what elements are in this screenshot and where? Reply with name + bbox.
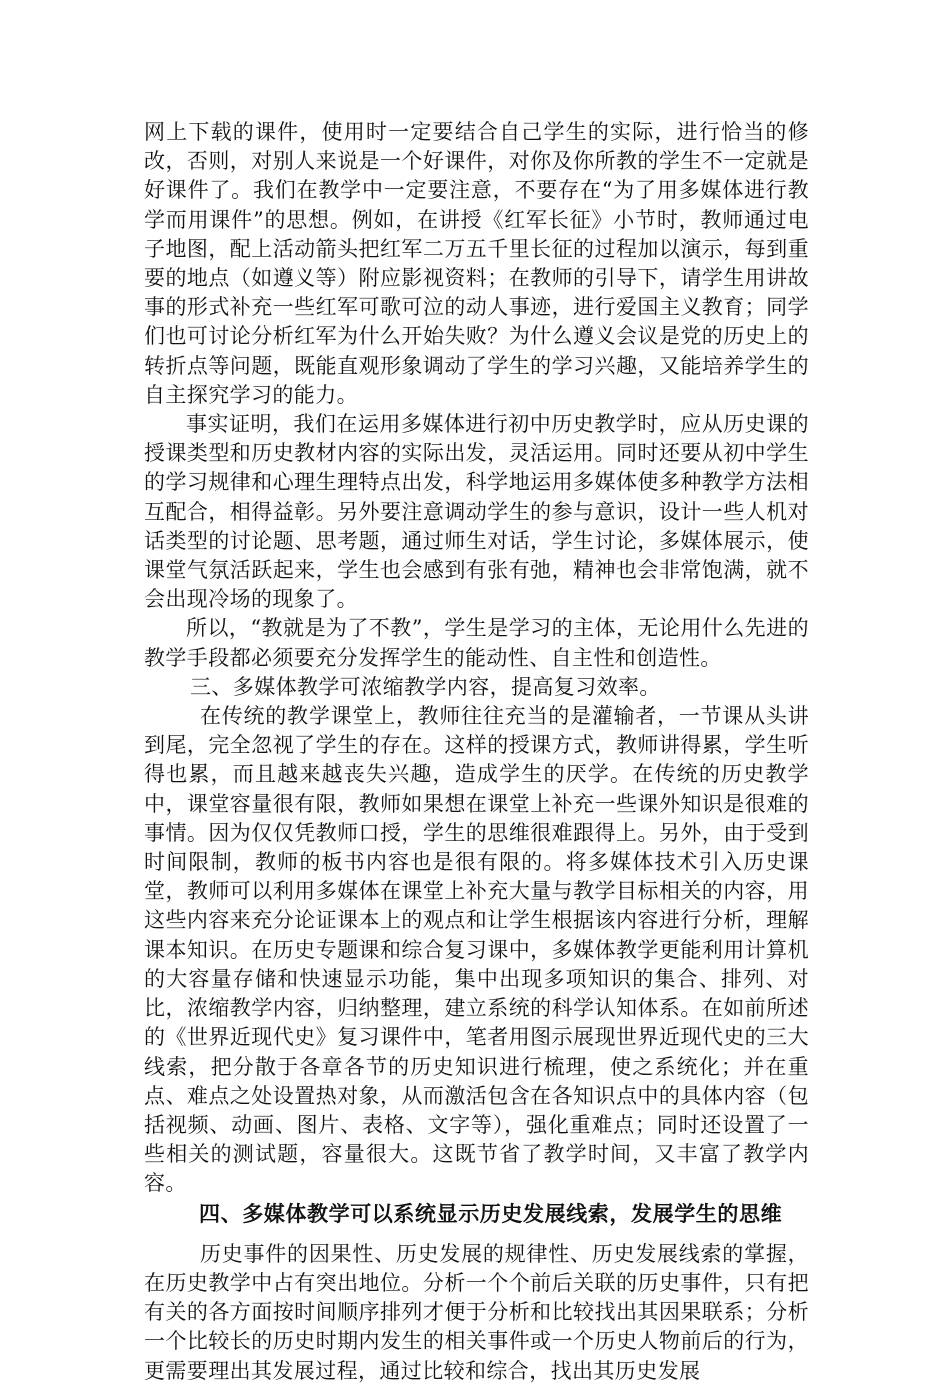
- paragraph-teach-to-not-teach: 所以，“教就是为了不教”，学生是学习的主体，无论用什么先进的教学手段都必须要充分发挥学生的能动性、自主性和创造性。: [144, 616, 809, 670]
- paragraph-historical-causality: 历史事件的因果性、历史发展的规律性、历史发展线索的掌握，在历史教学中占有突出地位。分析一个个前后关联的历史事件，只有把有关的各方面按时间顺序排列才便于分析和比较找出其因果联系；分析一个比较长的历史时期内发生的相关事件或一个历史人物前后的行为，更需要理出其发展过程，通过比较和综合，找出其历史发展: [144, 1241, 809, 1383]
- heading-spacing: [144, 1228, 809, 1240]
- paragraph-course-adaptation: 网上下载的课件，使用时一定要结合自己学生的实际，进行恰当的修改，否则，对别人来说是一个好课件，对你及你所教的学生不一定就是好课件了。我们在教学中一定要注意，不要存在“为了用多媒体进行教学而用课件”的思想。例如，在讲授《红军长征》小节时，教师通过电子地图，配上活动箭头把红军二万五千里长征的过程加以演示，每到重要的地点（如遵义等）附应影视资料；在教师的引导下，请学生用讲故事的形式补充一些红军可歌可泣的动人事迹，进行爱国主义教育；同学们也可讨论分析红军为什么开始失败？为什么遵义会议是党的历史上的转折点等问题，既能直观形象调动了学生的学习兴趣，又能培养学生的自主探究学习的能力。: [144, 120, 809, 407]
- section-heading-4: 四、多媒体教学可以系统显示历史发展线索，发展学生的思维: [199, 1200, 783, 1226]
- paragraph-traditional-classroom: 在传统的教学课堂上，教师往往充当的是灌输者，一节课从头讲到尾，完全忽视了学生的存在。这样的授课方式，教师讲得累，学生听得也累，而且越来越丧失兴趣，造成学生的厌学。在传统的历史教学中，课堂容量很有限，教师如果想在课堂上补充一些课外知识是很难的事情。因为仅仅凭教师口授，学生的思维很难跟得上。另外，由于受到时间限制，教师的板书内容也是很有限的。将多媒体技术引入历史课堂，教师可以利用多媒体在课堂上补充大量与教学目标相关的内容，用这些内容来充分论证课本上的观点和让学生根据该内容进行分析，理解课本知识。在历史专题课和综合复习课中，多媒体教学更能利用计算机的大容量存储和快速显示功能，集中出现多项知识的集合、排列、对比，浓缩教学内容，归纳整理，建立系统的科学认知体系。在如前所述的《世界近现代史》复习课件中，笔者用图示展现世界近现代史的三大线索，把分散于各章各节的历史知识进行梳理，使之系统化；并在重点、难点之处设置热对象，从而激活包含在各知识点中的具体内容（包括视频、动画、图片、表格、文字等），强化重难点；同时还设置了一些相关的测试题，容量很大。这既节省了教学时间，又丰富了教学内容。: [144, 704, 809, 1196]
- section-heading-3: 三、多媒体教学可浓缩教学内容，提高复习效率。: [190, 674, 661, 699]
- document-page: [144, 118, 809, 1386]
- paragraph-facts-prove: 事实证明，我们在运用多媒体进行初中历史教学时，应从历史课的授课类型和历史教材内容的实际出发，灵活运用。同时还要从初中学生的学习规律和心理生理特点出发，科学地运用多媒体使多种教学方法相互配合，相得益彰。另外要注意调动学生的参与意识，设计一些人机对话类型的讨论题、思考题，通过师生对话，学生讨论，多媒体展示，使课堂气氛活跃起来，学生也会感到有张有弛，精神也会非常饱满，就不会出现冷场的现象了。: [144, 412, 809, 612]
